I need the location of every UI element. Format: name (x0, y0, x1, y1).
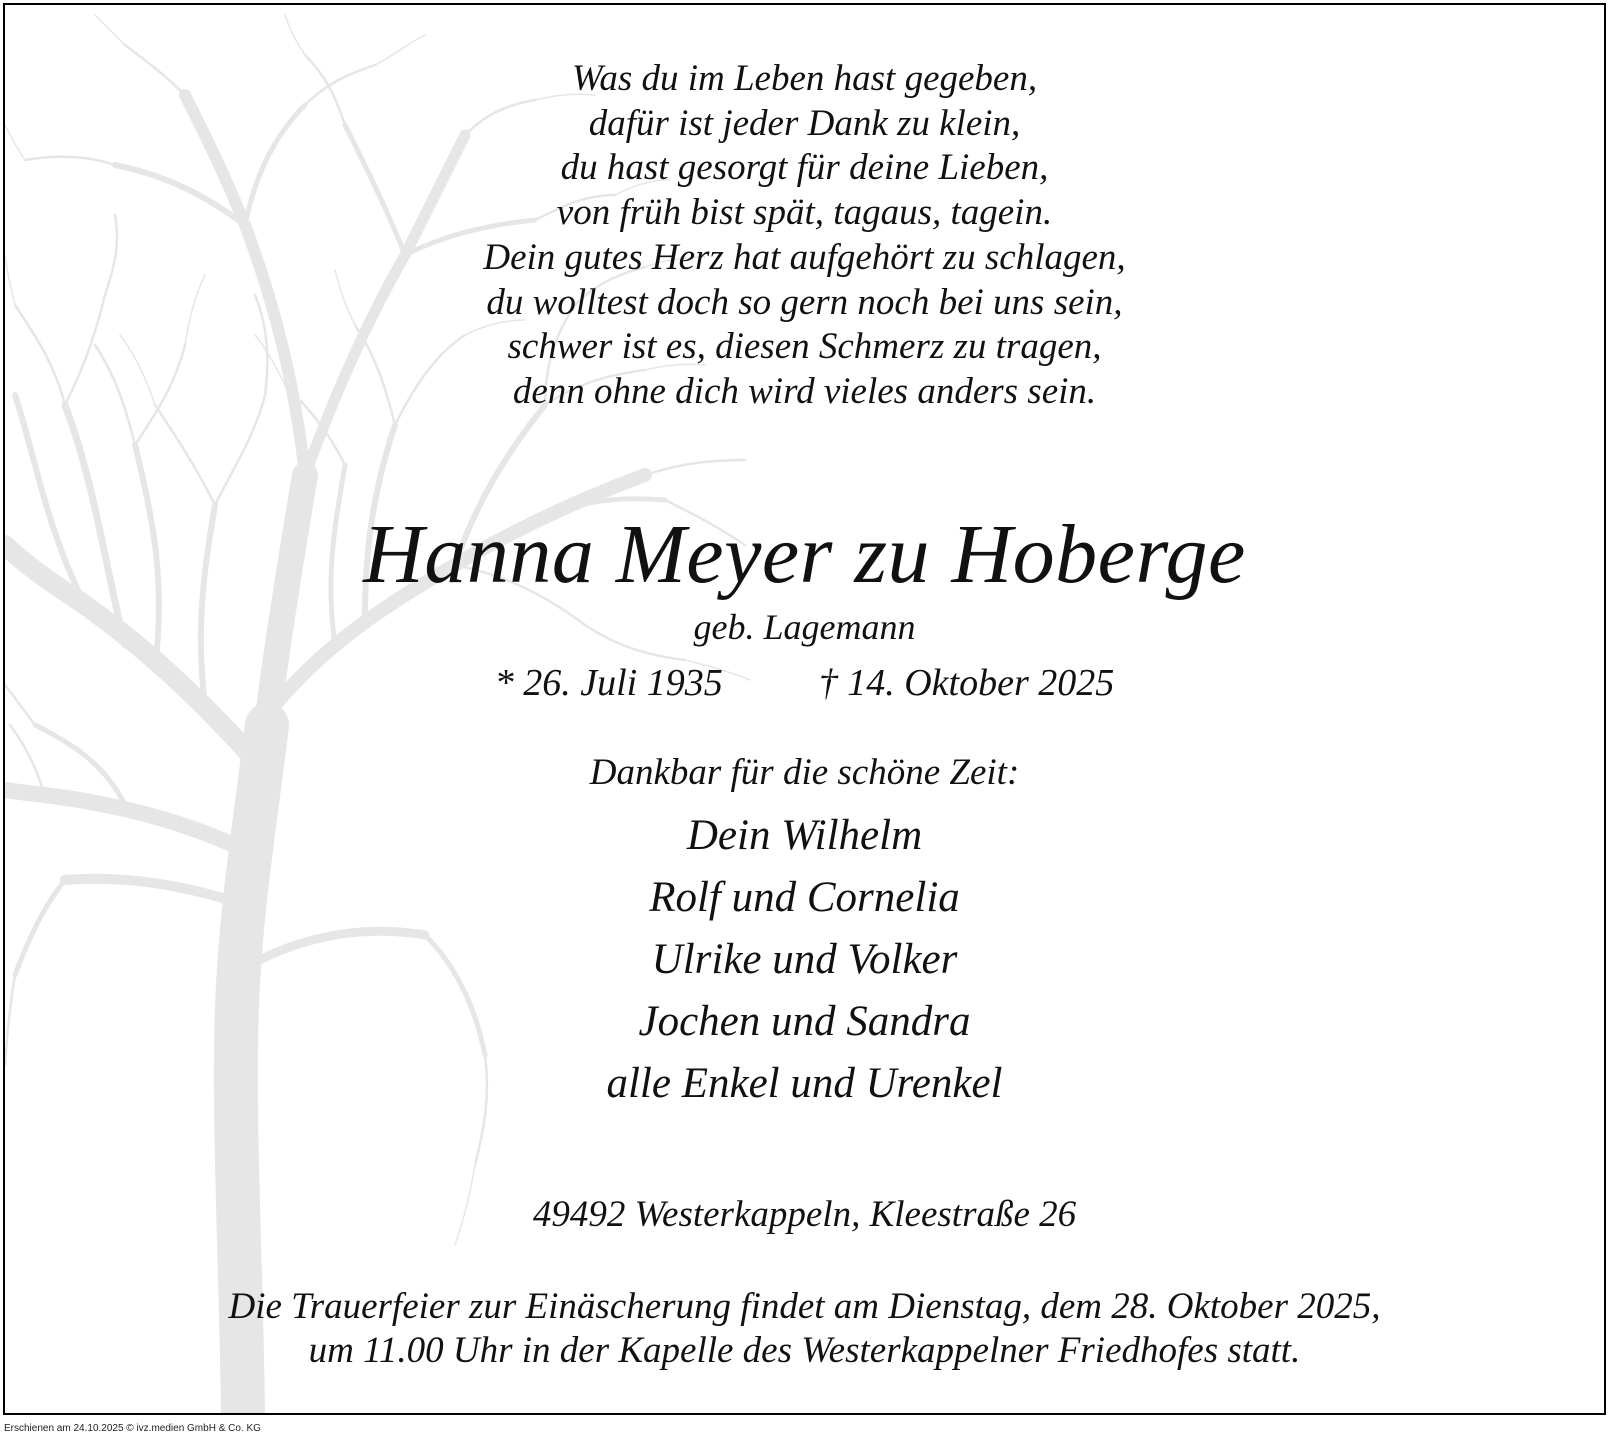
mourner-entry: Dein Wilhelm (686, 812, 923, 859)
thanks-intro: Dankbar für die schöne Zeit: (589, 752, 1020, 793)
ceremony-info (5, 1285, 1604, 1373)
ceremony-line: um 11.00 Uhr in der Kapelle des Westerkappelner Friedhofes statt. (308, 1330, 1301, 1371)
deceased-name: Hanna Meyer zu Hoberge (363, 508, 1246, 601)
ceremony-line: Die Trauerfeier zur Einäscherung findet am Dienstag, dem 28. Oktober 2025, (228, 1286, 1381, 1327)
memorial-poem (5, 57, 1604, 415)
poem-line: dafür ist jeder Dank zu klein, (588, 102, 1021, 144)
mourner-entry: Jochen und Sandra (638, 998, 971, 1045)
maiden-name: geb. Lagemann (693, 607, 916, 647)
poem-line: Was du im Leben hast gegeben, (571, 58, 1038, 99)
poem-line: Dein gutes Herz hat aufgehört zu schlagen, (483, 236, 1126, 278)
birth-date: * 26. Juli 1935 (494, 662, 723, 704)
family-address: 49492 Westerkappeln, Kleestraße 26 (532, 1194, 1077, 1235)
poem-line: schwer ist es, diesen Schmerz zu tragen, (507, 326, 1102, 368)
mourner-entry: alle Enkel und Urenkel (606, 1060, 1003, 1107)
obituary-notice (3, 3, 1606, 1415)
poem-line: du wolltest doch so gern noch bei uns sein, (486, 281, 1123, 323)
poem-line: denn ohne dich wird vieles anders sein. (512, 370, 1097, 412)
publication-credit: Erschienen am 24.10.2025 © ivz.medien GmbH & Co. KG (4, 1423, 261, 1434)
life-dates (5, 660, 1604, 706)
mourners-list (5, 805, 1604, 1115)
death-date: † 14. Oktober 2025 (818, 662, 1115, 704)
poem-line: von früh bist spät, tagaus, tagein. (556, 192, 1053, 234)
poem-line: du hast gesorgt für deine Lieben, (560, 147, 1049, 189)
mourner-entry: Ulrike und Volker (651, 936, 958, 983)
mourner-entry: Rolf und Cornelia (649, 874, 960, 921)
